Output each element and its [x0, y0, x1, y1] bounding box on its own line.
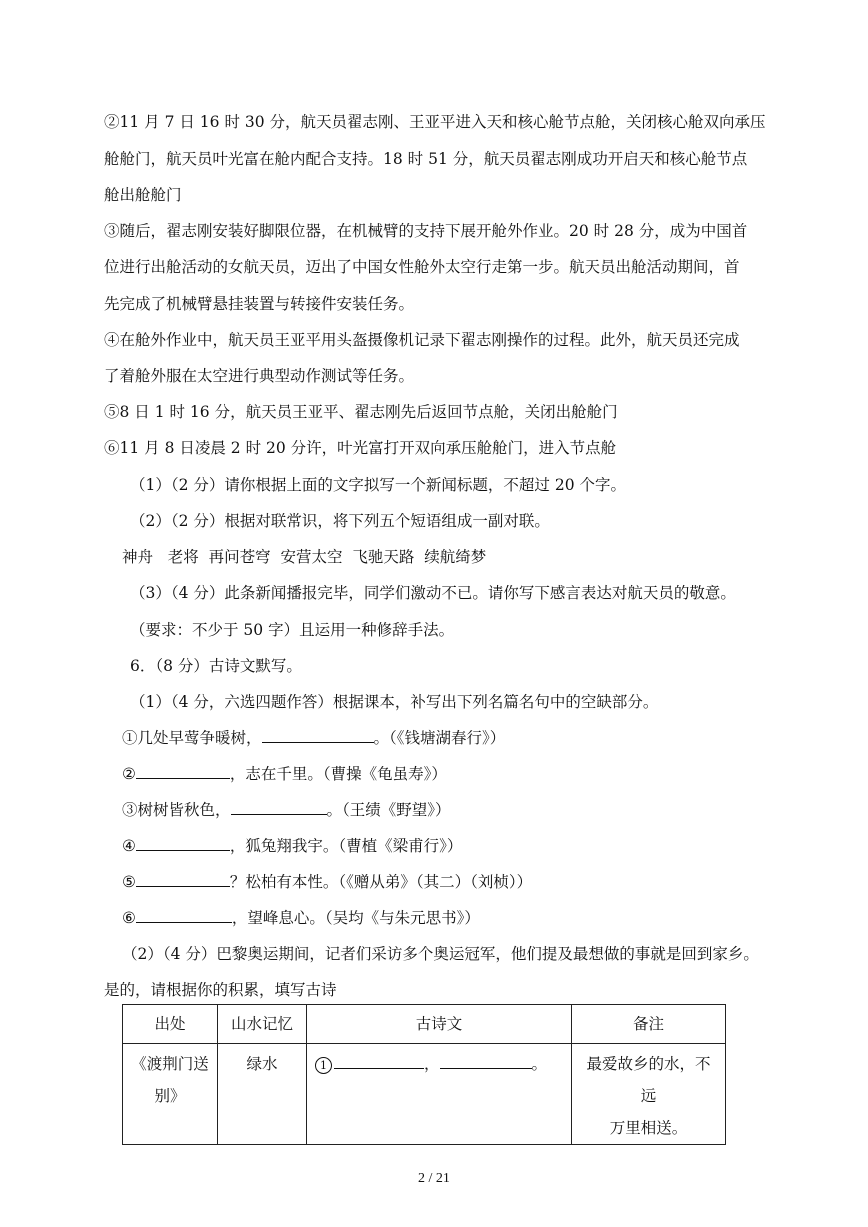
question-6-2-line2: 是的，请根据你的积累，填写古诗 [104, 981, 337, 999]
news-item-3-line2: 位进行出舱活动的女航天员，迈出了中国女性舱外太空行走第一步。航天员出舱活动期间，首 [104, 258, 740, 276]
answer-blank[interactable] [440, 1052, 532, 1069]
news-item-3-line1: ③随后，翟志刚安装好脚限位器，在机械臂的支持下展开舱外作业。20 时 28 分，成为中国首 [104, 222, 748, 240]
news-item-4-line1: ④在舱外作业中，航天员王亚平用头盔摄像机记录下翟志刚操作的过程。此外，航天员还完成 [104, 331, 740, 349]
comma: ， [424, 1055, 440, 1073]
answer-blank[interactable] [136, 870, 230, 887]
note-line: 最爱故乡的水，不远 [586, 1055, 711, 1105]
fill-item-text: ①几处早莺争暖树， [122, 729, 262, 747]
source-line: 别》 [154, 1087, 186, 1105]
fill-item-text: ，狐兔翔我宇。（曹植《梁甫行》） [229, 837, 463, 855]
news-item-4-line2: 了着舱外服在太空进行典型动作测试等任务。 [104, 367, 415, 385]
question-6-2-line1: （2）（4 分）巴黎奥运期间，记者们采访多个奥运冠军，他们提及最想做的事就是回到家乡。 [122, 945, 759, 963]
table-row [123, 1044, 726, 1145]
question-6-title: 6．（8 分）古诗文默写。 [130, 657, 302, 675]
fill-item-3 [122, 798, 451, 822]
note-line: 万里相送。 [609, 1119, 688, 1137]
news-item-5: ⑤8 日 1 时 16 分，航天员王亚平、翟志刚先后返回节点舱，关闭出舱舱门 [104, 403, 618, 421]
poem-table [122, 1004, 726, 1145]
header-poem: 古诗文 [307, 1005, 572, 1044]
fill-item-text: ？松柏有本性。（《赠从弟》（其二）（刘桢）） [229, 873, 533, 891]
table-header-row [123, 1005, 726, 1044]
fill-item-6 [122, 906, 480, 930]
news-item-2-line3: 舱出舱舱门 [104, 186, 182, 204]
news-item-2-line2: 舱舱门，航天员叶光富在舱内配合支持。18 时 51 分，航天员翟志刚成功开启天和核心舱节点 [104, 150, 748, 168]
answer-blank[interactable] [136, 762, 230, 779]
fill-item-4 [122, 834, 462, 858]
header-note: 备注 [572, 1005, 726, 1044]
fill-item-2 [122, 762, 447, 786]
question-2: （2）（2 分）根据对联常识，将下列五个短语组成一副对联。 [130, 512, 550, 530]
question-3-requirement: （要求：不少于 50 字）且运用一种修辞手法。 [130, 621, 455, 639]
period: 。 [531, 1055, 548, 1073]
question-6-1: （1）（4 分，六选四题作答）根据课本，补写出下列名篇名句中的空缺部分。 [130, 693, 659, 711]
source-line: 《渡荆门送 [131, 1055, 209, 1073]
fill-item-text: ② [122, 765, 136, 783]
fill-item-text: ③树树皆秋色， [122, 801, 231, 819]
cell-memory: 绿水 [218, 1044, 307, 1145]
fill-item-text: ⑤ [122, 873, 136, 891]
news-item-2-line1: ②11 月 7 日 16 时 30 分，航天员翟志刚、王亚平进入天和核心舱节点舱，关闭核心舱双向承压 [104, 113, 766, 131]
answer-blank[interactable] [262, 726, 374, 743]
news-item-6: ⑥11 月 8 日凌晨 2 时 20 分许，叶光富打开双向承压舱舱门，进入节点舱 [104, 439, 617, 457]
page-number: 2 / 21 [418, 1171, 450, 1186]
cell-source [123, 1044, 218, 1145]
fill-item-1 [122, 726, 505, 750]
answer-blank[interactable] [136, 906, 232, 923]
question-1: （1）（2 分）请你根据上面的文字拟写一个新闻标题，不超过 20 个字。 [130, 476, 626, 494]
answer-blank[interactable] [231, 798, 327, 815]
couplet-phrases: 神舟 老将 再问苍穹 安营太空 飞驰天路 续航绮梦 [122, 548, 487, 566]
question-3: （3）（4 分）此条新闻播报完毕，同学们激动不已。请你写下感言表达对航天员的敬意。 [130, 584, 736, 602]
fill-item-text: 。（《钱塘湖春行》） [373, 729, 506, 747]
circled-number: 1 [315, 1057, 332, 1074]
cell-poem [307, 1044, 572, 1145]
fill-item-text: ④ [122, 837, 136, 855]
answer-blank[interactable] [136, 834, 230, 851]
cell-note [572, 1044, 726, 1145]
fill-item-text: 。（王绩《野望》） [326, 801, 451, 819]
fill-item-text: ，志在千里。（曹操《龟虽寿》） [229, 765, 447, 783]
news-item-3-line3: 先完成了机械臂悬挂装置与转接件安装任务。 [104, 295, 415, 313]
fill-item-5 [122, 870, 532, 894]
fill-item-text: ，望峰息心。（吴均《与朱元思书》） [231, 909, 480, 927]
fill-item-text: ⑥ [122, 909, 136, 927]
answer-blank[interactable] [334, 1052, 424, 1069]
header-memory: 山水记忆 [218, 1005, 307, 1044]
header-source: 出处 [123, 1005, 218, 1044]
